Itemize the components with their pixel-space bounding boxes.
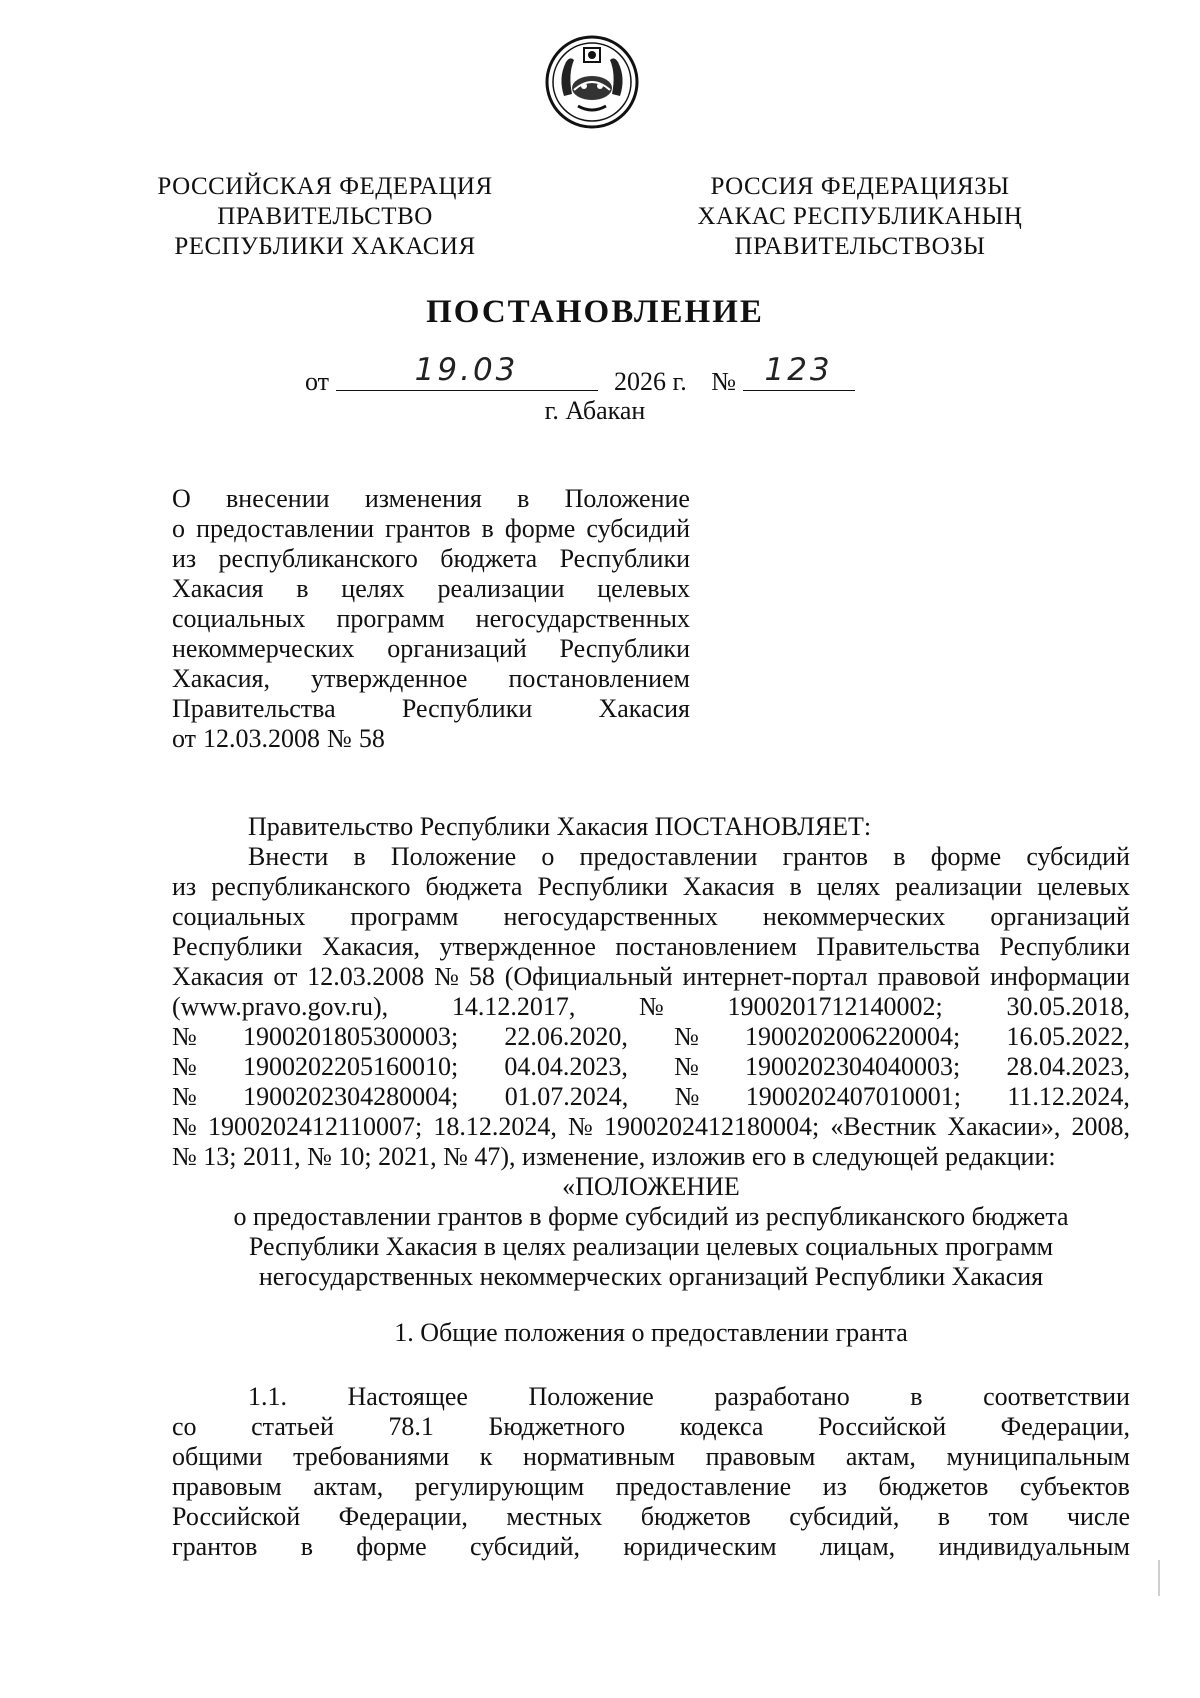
header-left-line: РОССИЙСКАЯ ФЕДЕРАЦИЯ (157, 173, 493, 200)
subject-block (172, 484, 690, 754)
word: соответствии (983, 1382, 1130, 1411)
word: нормативным (522, 1442, 675, 1471)
word: в (517, 484, 530, 513)
word: форме (930, 842, 1002, 871)
word: том (988, 1502, 1029, 1531)
amendment-line (172, 872, 1130, 902)
word: со (172, 1412, 197, 1441)
word: республиканского (218, 544, 418, 573)
word: предоставлении (579, 842, 758, 871)
word: субсидий, (469, 1532, 581, 1561)
word: о (541, 842, 555, 871)
amendment-line (172, 1112, 1130, 1142)
word: индивидуальным (938, 1532, 1130, 1561)
word: 30.05.2018, (1006, 992, 1130, 1021)
word: общими (172, 1442, 263, 1471)
word: 1900202412180004; (603, 1112, 820, 1141)
word: 1900202006220004; (745, 1022, 961, 1051)
word: (Официальный (504, 962, 673, 991)
word: в (789, 872, 802, 901)
subject-line (172, 664, 690, 694)
word: 58 (468, 962, 495, 991)
word: Внести (248, 842, 329, 871)
word: негосударственных (503, 902, 718, 931)
amendment-paragraph (172, 842, 1130, 1142)
word: информации (990, 962, 1130, 991)
paragraph-line (172, 1472, 1130, 1502)
word: Хакасия (172, 962, 264, 991)
word: 12.03.2008 (307, 962, 425, 991)
word: № (172, 1052, 197, 1081)
word: в (296, 574, 309, 603)
word: Республики (559, 544, 690, 573)
paragraph-line (172, 1382, 1130, 1412)
word: 04.04.2023, (504, 1052, 628, 1081)
word: 1900202304040003; (745, 1052, 961, 1081)
subject-line (172, 574, 690, 604)
word: Правительства (172, 694, 336, 723)
word: целях (816, 872, 881, 901)
word: программ (350, 902, 459, 931)
paragraph-line (172, 1532, 1130, 1562)
word: в (910, 1382, 923, 1411)
word: Бюджетного (488, 1412, 626, 1441)
word: субсидий, (789, 1502, 900, 1531)
word: кодекса (679, 1412, 764, 1441)
word: от (273, 962, 298, 991)
word: № (172, 1082, 197, 1111)
word: № (639, 992, 664, 1021)
word: форме (504, 514, 576, 543)
subject-line (172, 484, 690, 514)
word: правовым (705, 1442, 816, 1471)
document-title: ПОСТАНОВЛЕНИЕ (426, 294, 764, 330)
word: из (172, 544, 197, 573)
word: постановлением (615, 932, 797, 961)
amendment-last-line: № 13; 2011, № 10; 2021, № 47), изменение, изложив его в следующей редакции: (172, 1142, 1056, 1171)
amendment-line (172, 902, 1130, 932)
word: грантов (172, 1532, 258, 1561)
word: № (674, 1052, 699, 1081)
word: бюджета (425, 872, 523, 901)
word: № (172, 1022, 197, 1051)
amendment-line (172, 932, 1130, 962)
amendment-line (172, 1022, 1130, 1052)
word: негосударственных (475, 604, 690, 633)
word: к (479, 1442, 493, 1471)
word: Российской (172, 1502, 301, 1531)
header-right-line: ХАКАС РЕСПУБЛИКАНЫҢ (697, 203, 1023, 230)
word: 01.07.2024, (504, 1082, 629, 1111)
word: требованиями (293, 1442, 450, 1471)
quote-subtitle-line: о предоставлении грантов в форме субсидий из республиканского бюджета (233, 1202, 1069, 1231)
word: 1900202407010001; (745, 1082, 962, 1111)
word: 18.12.2024, (433, 1112, 557, 1141)
word: утвержденное (439, 932, 596, 961)
word: 2008, (1071, 1112, 1130, 1141)
quote-title: «ПОЛОЖЕНИЕ (562, 1172, 740, 1201)
word: из (822, 1472, 847, 1501)
word: 12.03.2008 (203, 724, 321, 753)
word: № (434, 962, 459, 991)
word: целях (341, 574, 405, 603)
word: форме (356, 1532, 427, 1561)
handwritten-number: 123 (764, 352, 833, 388)
word: Настоящее (347, 1382, 468, 1411)
word: Российской (817, 1412, 947, 1441)
word: актам, (313, 1472, 384, 1501)
word: 22.06.2020, (504, 1022, 628, 1051)
word: актам, (845, 1442, 916, 1471)
word: Федерации, (1000, 1412, 1130, 1441)
word: Хакасия (172, 574, 264, 603)
word: Республики (401, 694, 533, 723)
header-left-line: ПРАВИТЕЛЬСТВО (217, 203, 433, 230)
paragraph-line (172, 1412, 1130, 1442)
word: юридическим (623, 1532, 777, 1561)
handwritten-date: 19.03 (414, 352, 519, 388)
word: № (327, 724, 352, 753)
word: внесении (226, 484, 330, 513)
date-line (305, 352, 855, 397)
section-title: 1. Общие положения о предоставлении гранта (394, 1318, 908, 1347)
amendment-line (172, 962, 1130, 992)
word: (www.pravo.gov.ru), (172, 992, 389, 1021)
subject-line (172, 694, 690, 724)
header-right-line: РОССИЯ ФЕДЕРАЦИЯЗЫ (710, 173, 1010, 200)
word: предоставлении (196, 514, 374, 543)
date-blank (336, 352, 598, 391)
resolves-line: Правительство Республики Хакасия ПОСТАНОВЛЯЕТ: (248, 812, 872, 841)
amendment-line (172, 842, 1130, 872)
header-left-line: РЕСПУБЛИКИ ХАКАСИЯ (174, 233, 476, 260)
word: интернет-портал (682, 962, 868, 991)
word: 58 (358, 724, 385, 753)
word: в (937, 1502, 951, 1531)
word: некоммерческих (172, 634, 355, 663)
word: социальных (172, 604, 306, 633)
word: числе (1066, 1502, 1130, 1531)
word: местных (506, 1502, 603, 1531)
word: 1900202412110007; (207, 1112, 423, 1141)
word: статьей (251, 1412, 334, 1441)
word: Республики (559, 634, 690, 663)
word: субсидий (1026, 842, 1130, 871)
word: 1.1. (248, 1382, 287, 1411)
subject-line (172, 544, 690, 574)
word: в (300, 1532, 313, 1561)
paragraph-line (172, 1502, 1130, 1532)
word: Республики (999, 932, 1130, 961)
word: Положение (390, 842, 517, 871)
word: 14.12.2017, (451, 992, 576, 1021)
header-left (150, 172, 500, 262)
subject-line (172, 724, 690, 754)
year-text: 2026 г. (614, 367, 687, 396)
number-blank (743, 352, 855, 391)
header-right (680, 172, 1040, 262)
subject-line (172, 514, 690, 544)
word: бюджетов (640, 1502, 751, 1531)
word: некоммерческих (762, 902, 946, 931)
paragraph-1-1 (172, 1382, 1130, 1562)
number-label: № (711, 367, 737, 396)
amendment-line (172, 1052, 1130, 1082)
word: разработано (714, 1382, 850, 1411)
city: г. Абакан (544, 396, 646, 425)
word: целевых (1037, 872, 1130, 901)
word: Положение (564, 484, 690, 513)
word: субъектов (1019, 1472, 1130, 1501)
word: утвержденное (311, 664, 468, 693)
word: О (172, 484, 191, 513)
word: Федерации, (338, 1502, 468, 1531)
amendment-line (172, 992, 1130, 1022)
word: Хакасия (598, 694, 690, 723)
word: грантов (385, 514, 471, 543)
word: правовым (172, 1472, 282, 1501)
coat-of-arms-emblem (544, 34, 640, 130)
word: республиканского (211, 872, 411, 901)
word: 78.1 (388, 1412, 434, 1441)
word: Положение (528, 1382, 654, 1411)
word: социальных (172, 902, 306, 931)
word: в (353, 842, 366, 871)
word: 11.12.2024, (1007, 1082, 1130, 1111)
word: бюджетов (878, 1472, 989, 1501)
word: лицам, (819, 1532, 896, 1561)
paragraph-line (172, 1442, 1130, 1472)
header-right-line: ПРАВИТЕЛЬСТВОЗЫ (734, 233, 986, 260)
word: Хакасия (682, 872, 775, 901)
word: регулирующим (414, 1472, 585, 1501)
word: Правительства (816, 932, 981, 961)
word: организаций (990, 902, 1130, 931)
word: реализации (437, 574, 565, 603)
word: в (481, 514, 494, 543)
word: бюджета (440, 544, 538, 573)
word: 28.04.2023, (1006, 1052, 1130, 1081)
word: изменения (364, 484, 482, 513)
word: от (172, 724, 197, 753)
subject-line (172, 634, 690, 664)
word: № (674, 1082, 700, 1111)
word: Хакасия, (172, 664, 271, 693)
word: № (568, 1112, 593, 1141)
from-label: от (305, 367, 330, 396)
word: из (172, 872, 197, 901)
subject-line (172, 604, 690, 634)
word: 1900201805300003; (242, 1022, 459, 1051)
word: в (893, 842, 906, 871)
word: программ (336, 604, 445, 633)
word: № (172, 1112, 197, 1141)
word: организаций (387, 634, 527, 663)
word: 1900202304280004; (243, 1082, 459, 1111)
quote-subtitle-line: негосударственных некоммерческих организаций Республики Хакасия (258, 1262, 1044, 1291)
word: грантов (782, 842, 869, 871)
word: реализации (895, 872, 1023, 901)
word: 16.05.2022, (1006, 1022, 1130, 1051)
word: Республики (537, 872, 668, 901)
word: постановлением (508, 664, 690, 693)
word: Хакасия, (321, 932, 420, 961)
scan-mark (1158, 1560, 1160, 1596)
word: 1900202205160010; (242, 1052, 459, 1081)
word: Хакасии», (947, 1112, 1061, 1141)
word: «Вестник (830, 1112, 937, 1141)
word: субсидий (586, 514, 690, 543)
word: № (674, 1022, 699, 1051)
word: правовой (877, 962, 981, 991)
word: 1900201712140002; (727, 992, 943, 1021)
word: целевых (597, 574, 690, 603)
word: предоставление (615, 1472, 792, 1501)
document-body (172, 812, 1130, 1562)
quote-subtitle-line: Республики Хакасия в целях реализации целевых социальных программ (248, 1232, 1054, 1261)
word: Республики (172, 932, 303, 961)
amendment-line (172, 1082, 1130, 1112)
word: муниципальным (946, 1442, 1130, 1471)
word: о (172, 514, 185, 543)
